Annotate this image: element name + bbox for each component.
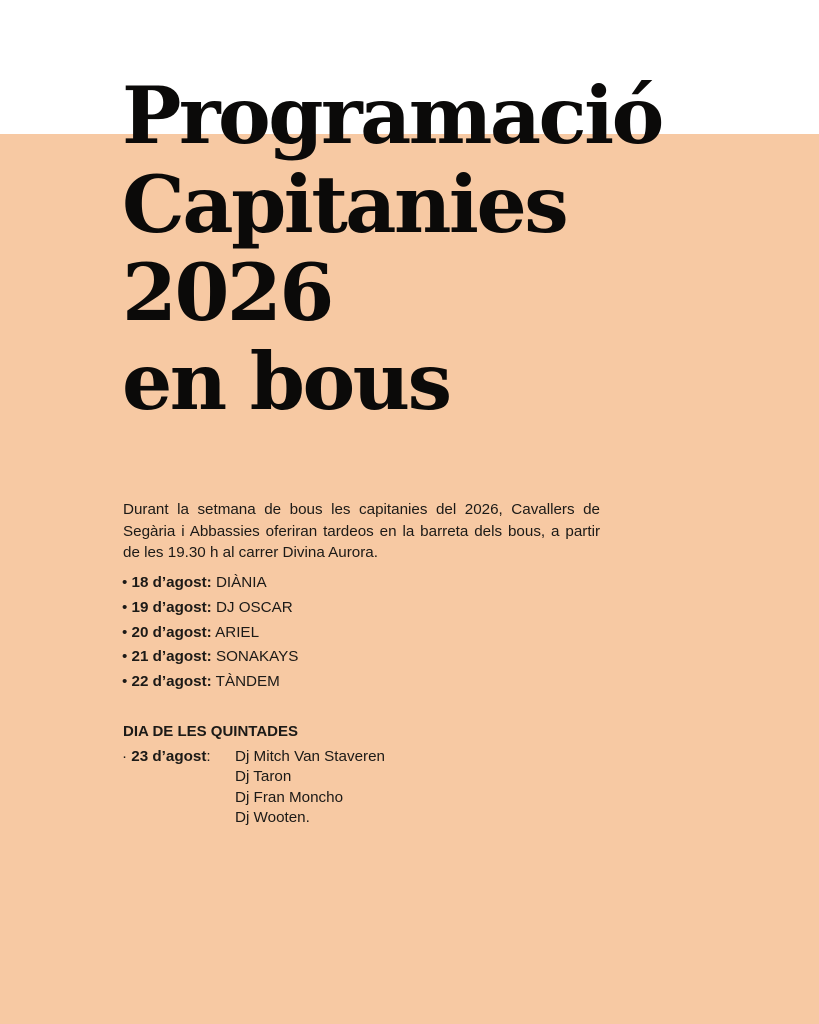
schedule-item xyxy=(122,621,298,646)
schedule-artist: TÀNDEM xyxy=(211,673,280,691)
title-line-1: Programació xyxy=(122,69,662,162)
dj-name: Dj Wooten. xyxy=(235,808,310,826)
tardeo-schedule-list xyxy=(122,571,298,695)
schedule-item xyxy=(122,571,298,596)
bullet: • xyxy=(122,623,132,641)
schedule-date: 19 d’agost: xyxy=(131,598,212,616)
schedule-date: 20 d’agost: xyxy=(131,623,212,641)
title-line-3: 2026 xyxy=(122,246,332,339)
quintades-heading: DIA DE LES QUINTADES xyxy=(123,723,299,740)
quintades-dj-list xyxy=(235,747,385,828)
dj-name: Dj Mitch Van Staveren xyxy=(235,748,385,765)
schedule-item xyxy=(122,596,298,621)
bullet: · xyxy=(122,748,132,765)
schedule-item xyxy=(122,670,298,695)
quintades-date-line xyxy=(122,747,211,767)
title-line-2: Capitanies xyxy=(122,157,567,251)
schedule-artist: DIÀNIA xyxy=(211,574,267,591)
schedule-artist: DJ OSCAR xyxy=(211,598,293,616)
page-title xyxy=(122,69,662,428)
bullet: • xyxy=(122,574,132,591)
dj-name: Dj Fran Moncho xyxy=(235,788,344,806)
quintades-date: 23 d’agost xyxy=(131,748,207,765)
bullet: • xyxy=(122,648,132,666)
schedule-item xyxy=(122,645,298,670)
bullet: • xyxy=(122,673,132,691)
schedule-artist: ARIEL xyxy=(211,623,260,641)
quintades-colon: : xyxy=(206,748,211,765)
schedule-artist: SONAKAYS xyxy=(211,648,299,666)
schedule-date: 22 d’agost: xyxy=(131,673,212,691)
dj-name: Dj Taron xyxy=(235,768,292,786)
title-line-4: en bous xyxy=(122,334,450,428)
schedule-date: 21 d’agost: xyxy=(131,648,212,666)
intro-paragraph: Durant la setmana de bous les capitanies del 2026, Cavallers de Segària i Abbassies oferiran tardeos en la barreta dels bous, a partir de les 19.30 h al carrer Divina Aurora. xyxy=(123,501,600,561)
schedule-date: 18 d’agost: xyxy=(131,574,212,591)
bullet: • xyxy=(122,598,132,616)
